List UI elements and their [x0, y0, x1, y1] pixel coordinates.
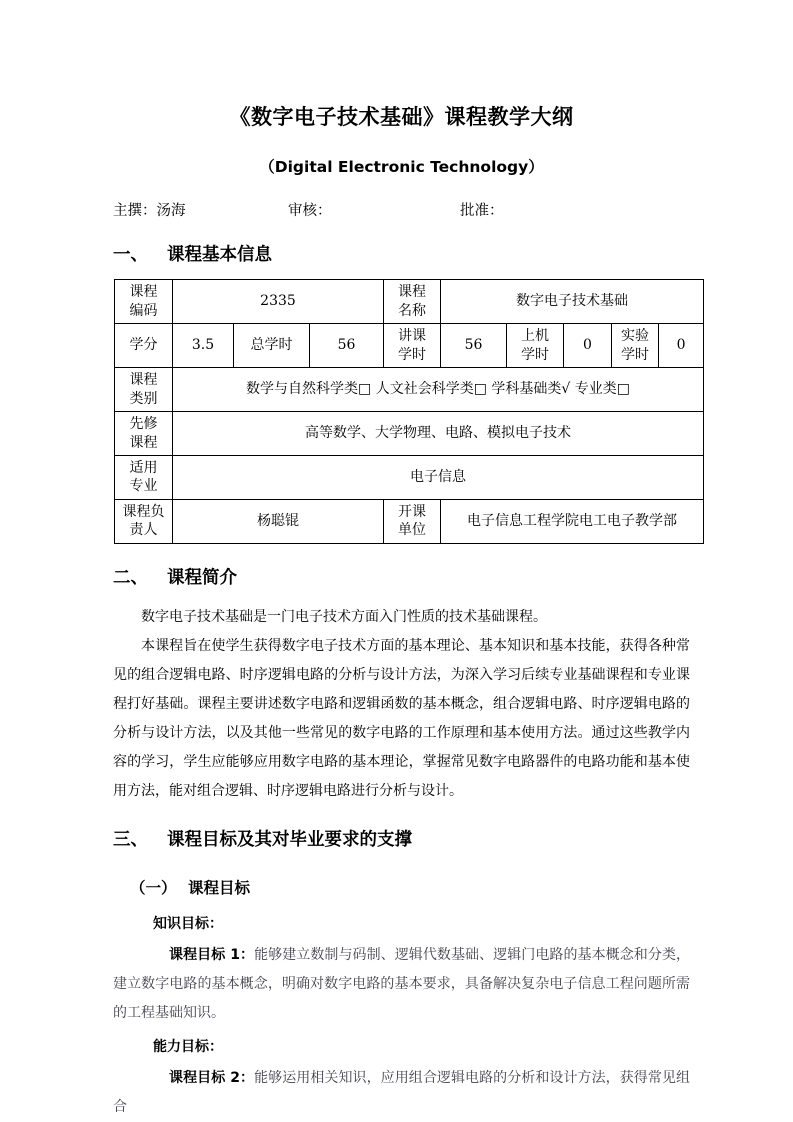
- cell-lecture-value: 56: [441, 324, 507, 368]
- course-goal-2: [113, 1062, 690, 1122]
- knowledge-goal-label: 知识目标：: [153, 916, 223, 933]
- course-goal-2-label: 课程目标 2：: [169, 1070, 255, 1087]
- intro-paragraph-1: 数字电子技术基础是一门电子技术方面入门性质的技术基础课程。: [141, 609, 547, 626]
- cell-credit-label: 学分: [115, 324, 173, 368]
- course-goal-1: [113, 939, 690, 1028]
- cell-credit-value: 3.5: [173, 324, 234, 368]
- cell-owner-value: 杨聪锟: [173, 499, 384, 543]
- cell-prereq-label: 先修 课程: [115, 412, 173, 456]
- cell-experiment-label: 实验 学时: [612, 324, 659, 368]
- section-3-title: 课程目标及其对毕业要求的支撑: [167, 830, 412, 851]
- cell-prereq-value: 高等数学、大学物理、电路、模拟电子技术: [173, 412, 704, 456]
- section-3-sub1-heading: [113, 862, 690, 906]
- table-row: [115, 368, 704, 412]
- section-2-heading: [113, 544, 690, 600]
- section-1-title: 课程基本信息: [167, 244, 272, 265]
- cell-owner-label: 课程负 责人: [115, 499, 173, 543]
- cell-name-label: 课程 名称: [384, 280, 441, 324]
- section-3-sub1-title: 课程目标: [188, 878, 251, 897]
- cell-category-label: 课程 类别: [115, 368, 173, 412]
- course-goal-1-label: 课程目标 1：: [169, 947, 255, 964]
- ability-goal-label: 能力目标：: [153, 1039, 223, 1056]
- section-3-sub1-number: （一）: [130, 878, 177, 897]
- intro-paragraph-2: 本课程旨在使学生获得数字电子技术方面的基本理论、基本知识和基本技能，获得各种常见的组合逻辑电路、时序逻辑电路的分析与设计方法，为深入学习后续专业基础课程和专业课程打好基础。课程主要讲述数字电路和逻辑函数的基本概念，组合逻辑电路、时序逻辑电路的分析与设计方法，以及其他一些常见的数字电路的工作原理和基本使用方法。通过这些教学内容的学习，学生应能够应用数字电路的基本理论，掌握常见数字电路器件的电路功能和基本使用方法，能对组合逻辑、时序逻辑电路进行分析与设计。: [113, 638, 690, 800]
- section-2-number: 二、: [113, 567, 148, 588]
- cell-experiment-value: 0: [659, 324, 704, 368]
- cell-major-value: 电子信息: [173, 456, 704, 500]
- cell-total-hours-value: 56: [310, 324, 384, 368]
- cell-computer-value: 0: [564, 324, 612, 368]
- table-row: [115, 412, 704, 456]
- table-row: [115, 499, 704, 543]
- cell-dept-label: 开课 单位: [384, 499, 441, 543]
- byline-reviewer: 审核：: [288, 202, 332, 219]
- cell-dept-value: 电子信息工程学院电工电子教学部: [441, 499, 704, 543]
- table-row: [115, 324, 704, 368]
- cell-total-hours-label: 总学时: [234, 324, 310, 368]
- cell-code-label: 课程 编码: [115, 280, 173, 324]
- course-goal-1-text: 能够建立数制与码制、逻辑代数基础、逻辑门电路的基本概念和分类，建立数字电路的基本概念，明确对数字电路的基本要求，具备解决复杂电子信息工程问题所需的工程基础知识。: [113, 947, 691, 1022]
- section-1-heading: [113, 221, 690, 277]
- byline-approver: 批准：: [460, 202, 504, 219]
- byline: [113, 179, 690, 221]
- cell-name-value: 数字电子技术基础: [441, 280, 704, 324]
- page-title: 《数字电子技术基础》课程教学大纲: [229, 105, 574, 129]
- section-3-number: 三、: [113, 830, 148, 851]
- section-3-heading: [113, 806, 690, 862]
- page-subtitle: （Digital Electronic Technology）: [259, 157, 544, 176]
- table-row: [115, 456, 704, 500]
- table-row: [115, 280, 704, 324]
- section-1-number: 一、: [113, 244, 148, 265]
- cell-category-value: 数学与自然科学类□ 人文社会科学类□ 学科基础类√ 专业类□: [173, 368, 704, 412]
- byline-author: 主撰：汤海: [113, 202, 186, 219]
- course-info-table: [114, 279, 704, 544]
- section-2-title: 课程简介: [167, 567, 237, 588]
- cell-computer-label: 上机 学时: [507, 324, 564, 368]
- cell-lecture-label: 讲课 学时: [384, 324, 441, 368]
- cell-code-value: 2335: [173, 280, 384, 324]
- course-intro: [113, 599, 690, 806]
- course-goal-2-text: 能够运用相关知识，应用组合逻辑电路的分析和设计方法，获得常见组合: [113, 1070, 691, 1116]
- cell-major-label: 适用 专业: [115, 456, 173, 500]
